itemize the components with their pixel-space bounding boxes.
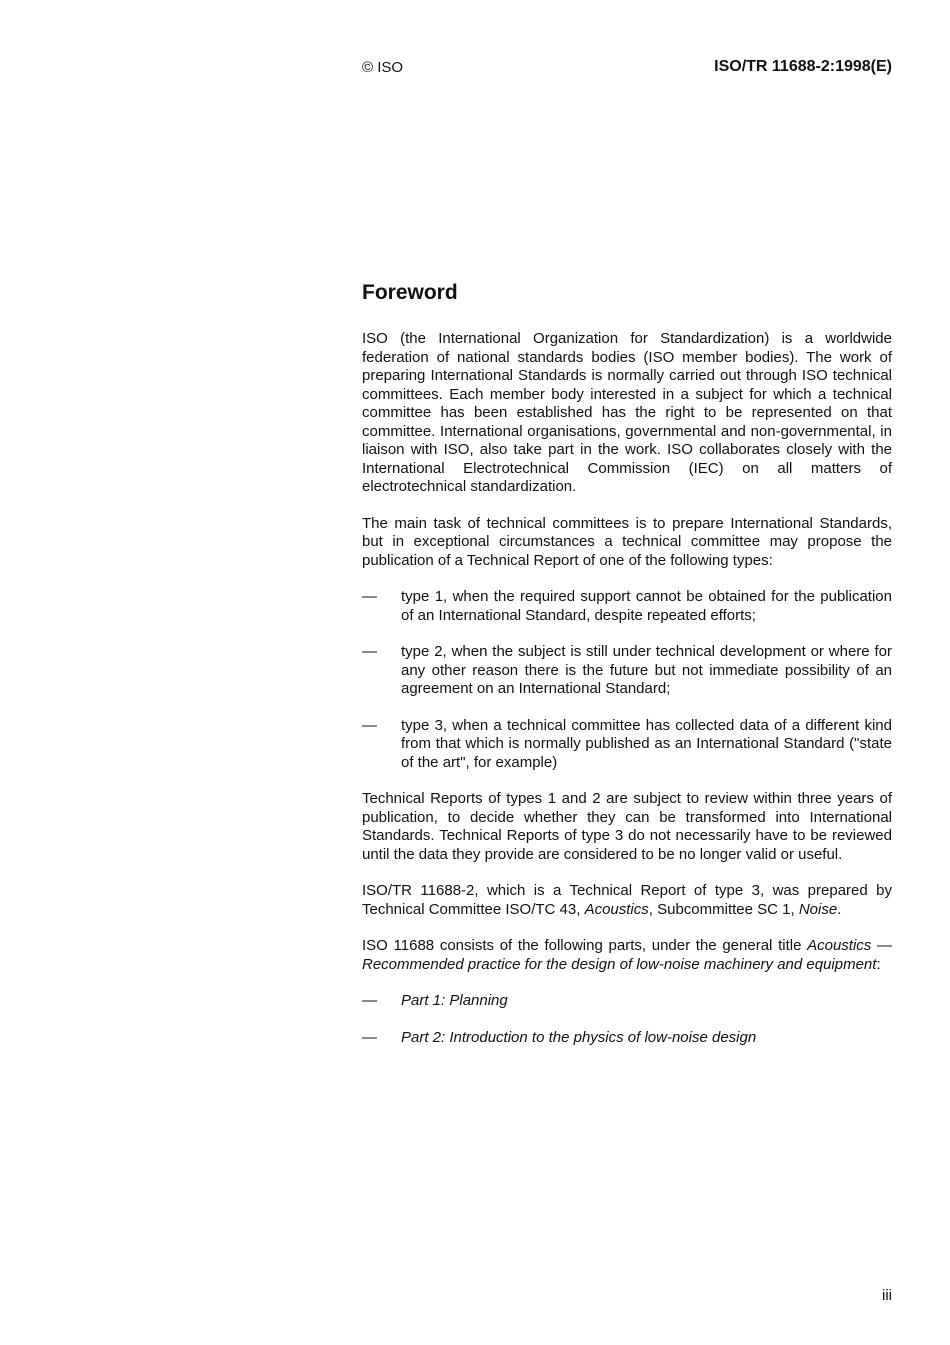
copyright-notice: © ISO: [362, 59, 404, 76]
text-run: .: [837, 900, 842, 918]
paragraph-review: Technical Reports of types 1 and 2 are subject to review within three years of publication, to decide whether they can be transformed into International Standards. Technical Reports of type 3 do not necessarily have to be reviewed until the data they provide are considered to be no longer valid or useful.: [362, 790, 892, 863]
list-dash: —: [362, 716, 377, 734]
page-title: Foreword: [362, 281, 458, 304]
list-item-part-1: [362, 992, 892, 1011]
list-item-text: type 2, when the subject is still under technical development or where for any other reason there is the future but not immediate possibility of an agreement on an International Standard;: [401, 643, 892, 697]
paragraph-iso-intro: ISO (the International Organization for Standardization) is a worldwide federation of national standards bodies (ISO member bodies). The work of preparing International Standards is normally carried out through ISO technical committees. Each member body interested in a subject for which a technical committee has been established has the right to be represented on that committee. International organisations, governmental and non-governmental, in liaison with ISO, also take part in the work. ISO collaborates closely with the International Electrotechnical Commission (IEC) on all matters of electrotechnical standardization.: [362, 330, 892, 495]
document-id: ISO/TR 11688-2:1998(E): [714, 58, 892, 75]
list-item-part-2: [362, 1029, 892, 1048]
list-dash: —: [362, 992, 377, 1009]
text-run-italic: Acoustics: [584, 900, 649, 918]
paragraph-main-task: The main task of technical committees is to prepare International Standards, but in exceptional circumstances a technical committee may propose the publication of a Technical Report of one of the following types:: [362, 514, 892, 569]
list-dash: —: [362, 588, 377, 605]
list-item-text: type 1, when the required support cannot be obtained for the publication of an International Standard, despite repeated efforts;: [401, 588, 892, 624]
paragraph-prepared-by: [362, 882, 892, 919]
foreword-body: [362, 330, 892, 1065]
paragraph-parts-intro: [362, 937, 892, 974]
list-dash: —: [362, 1028, 377, 1046]
list-item-type-2: [362, 643, 892, 699]
list-item-text: Part 1: Planning: [401, 992, 508, 1009]
text-run: ISO/TR 11688-2, which is a Technical Report of type 3, was prepared by Technical Committee ISO/TC 43,: [362, 882, 892, 918]
list-item-text: Part 2: Introduction to the physics of low-noise design: [401, 1028, 757, 1046]
text-run-italic: Noise: [798, 900, 838, 918]
text-run: ISO 11688 consists of the following parts, under the general title: [362, 937, 808, 954]
list-item-type-1: [362, 588, 892, 625]
list-dash: —: [362, 643, 377, 660]
text-run: :: [876, 955, 881, 973]
list-item-type-3: [362, 717, 892, 773]
text-run-italic: Acoustics — Recommended practice for the design of low-noise machinery and equipment: [362, 937, 892, 973]
page-number: iii: [882, 1287, 892, 1304]
text-run: , Subcommittee SC 1,: [648, 900, 799, 918]
list-item-text: type 3, when a technical committee has collected data of a different kind from that which is normally published as an International Standard ("state of the art", for example): [401, 716, 892, 771]
